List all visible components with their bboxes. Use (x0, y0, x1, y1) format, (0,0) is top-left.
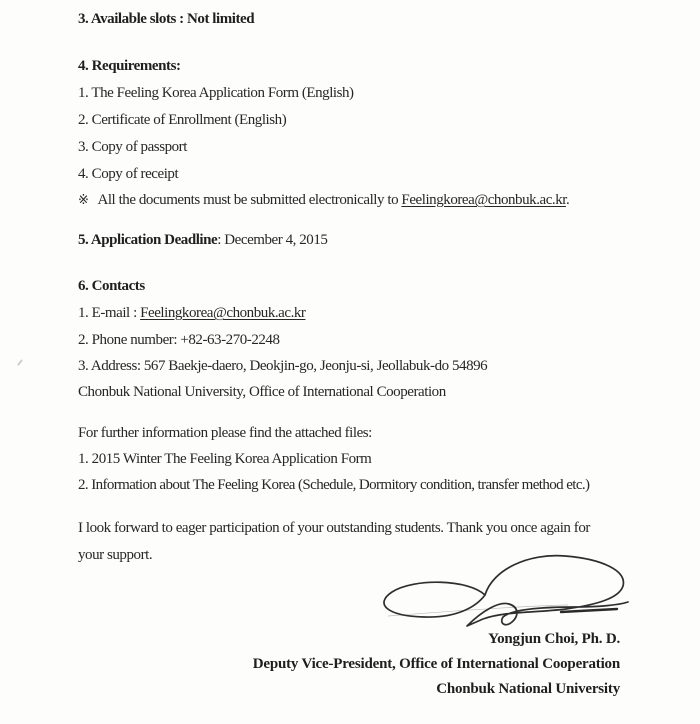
email-link[interactable]: Feelingkorea@chonbuk.ac.kr (140, 305, 306, 321)
deadline-line (78, 231, 327, 249)
contact-phone-line: 2. Phone number: +82-63-270-2248 (78, 332, 280, 348)
requirement-item-3: 3. Copy of passport (78, 139, 187, 155)
attachments-intro: For further information please find the attached files: (78, 425, 372, 441)
submission-note-period: . (565, 192, 570, 208)
reference-mark-icon: ※ (78, 193, 89, 208)
closing-paragraph-line2: your support. (78, 547, 153, 563)
contact-address-line1: 3. Address: 567 Baekje-daero, Deokjin-go, Jeonju-si, Jeollabuk-do 54896 (78, 358, 488, 374)
deadline-value: : December 4, 2015 (217, 232, 328, 248)
signer-organization: Chonbuk National University (436, 681, 620, 697)
closing-paragraph-line1: I look forward to eager participation of your outstanding students. Thank you once again for (78, 520, 590, 536)
contact-address-line2: Chonbuk National University, Office of International Cooperation (78, 384, 446, 400)
email-link[interactable]: Feelingkorea@chonbuk.ac.kr (401, 192, 566, 208)
requirement-item-1: 1. The Feeling Korea Application Form (English) (78, 85, 354, 101)
signature-image (372, 549, 650, 637)
submission-note-text: All the documents must be submitted electronically to (97, 192, 402, 208)
signer-name: Yongjun Choi, Ph. D. (488, 631, 620, 647)
deadline-heading: 5. Application Deadline (78, 232, 218, 248)
attachment-item-2: 2. Information about The Feeling Korea (Schedule, Dormitory condition, transfer method etc.) (78, 477, 590, 493)
section-heading-available-slots: 3. Available slots : Not limited (78, 11, 255, 27)
requirement-item-2: 2. Certificate of Enrollment (English) (78, 112, 287, 128)
contact-email-label: 1. E-mail : (78, 305, 141, 321)
section-heading-contacts: 6. Contacts (78, 278, 145, 294)
requirement-item-4: 4. Copy of receipt (78, 166, 179, 182)
scan-artifact-speck (17, 359, 23, 366)
submission-note (78, 191, 569, 210)
section-heading-requirements: 4. Requirements: (78, 58, 181, 74)
signer-title: Deputy Vice-President, Office of International Cooperation (252, 656, 620, 672)
contact-email-line (78, 304, 305, 322)
attachment-item-1: 1. 2015 Winter The Feeling Korea Application Form (78, 451, 372, 467)
